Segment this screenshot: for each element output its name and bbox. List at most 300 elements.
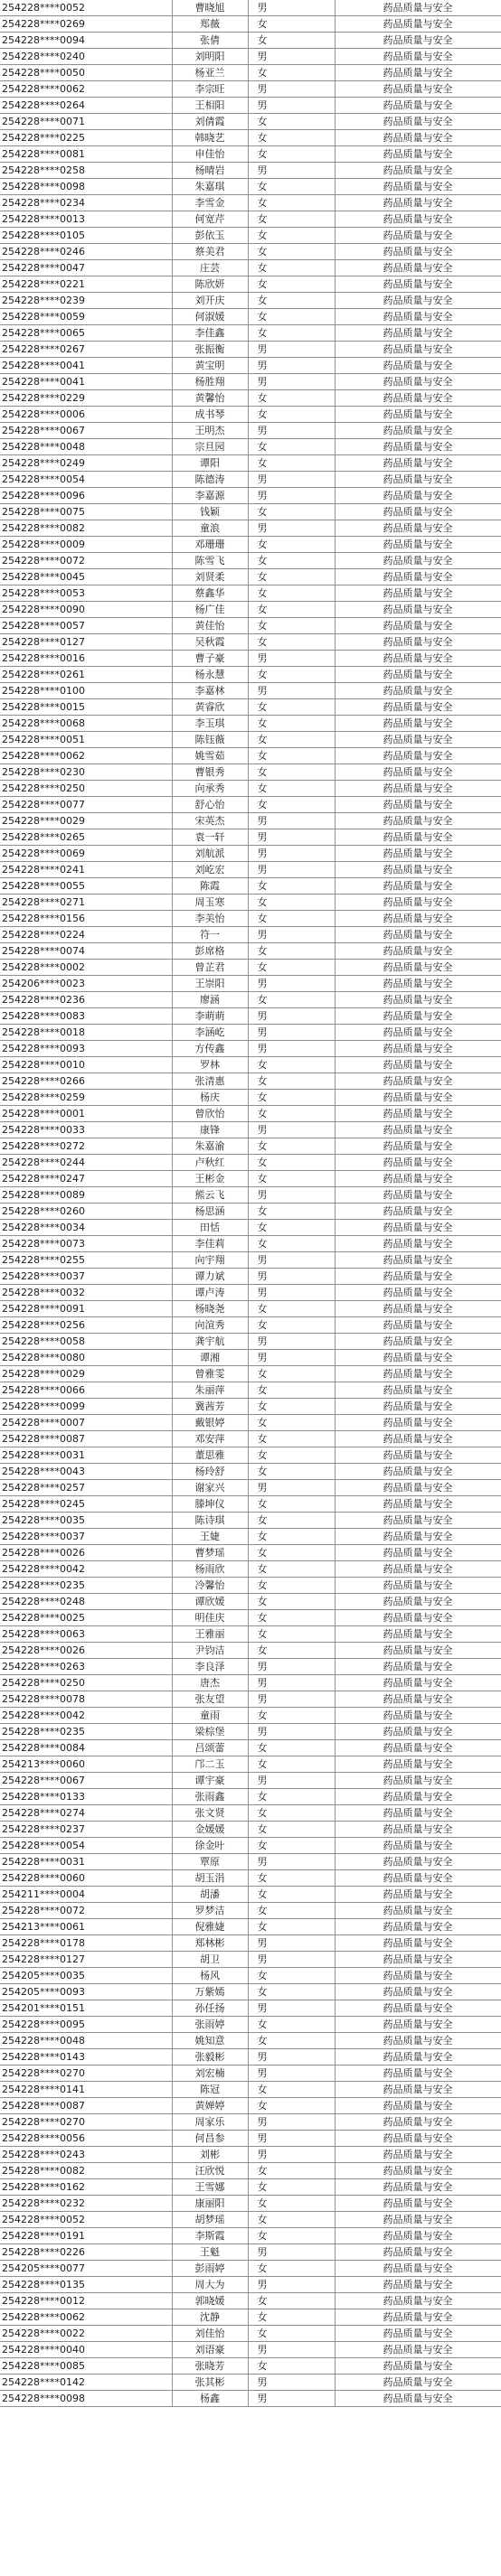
gender-cell[interactable]: 女 (248, 65, 335, 81)
name-cell[interactable]: 刘航派 (172, 846, 248, 862)
gender-cell[interactable]: 男 (248, 829, 335, 846)
gender-cell[interactable]: 女 (248, 960, 335, 976)
id-number-cell[interactable]: 254228****0072 (0, 1903, 172, 1919)
name-cell[interactable]: 蔡美君 (172, 244, 248, 260)
id-number-cell[interactable]: 254228****0072 (0, 553, 172, 569)
gender-cell[interactable]: 女 (248, 764, 335, 781)
position-cell[interactable]: 药品质量与安全 (335, 1236, 501, 1252)
id-number-cell[interactable]: 254228****0093 (0, 1041, 172, 1057)
gender-cell[interactable]: 女 (248, 504, 335, 520)
gender-cell[interactable]: 女 (248, 1903, 335, 1919)
name-cell[interactable]: 杨晴岩 (172, 163, 248, 179)
id-number-cell[interactable]: 254228****0133 (0, 1789, 172, 1805)
name-cell[interactable]: 孙任扬 (172, 2000, 248, 2017)
id-number-cell[interactable]: 254228****0010 (0, 1057, 172, 1073)
id-number-cell[interactable]: 254228****0232 (0, 2196, 172, 2212)
name-cell[interactable]: 刘倩霞 (172, 114, 248, 130)
id-number-cell[interactable]: 254228****0025 (0, 1610, 172, 1626)
name-cell[interactable]: 张清惠 (172, 1073, 248, 1090)
id-number-cell[interactable]: 254228****0080 (0, 1350, 172, 1366)
position-cell[interactable]: 药品质量与安全 (335, 2244, 501, 2261)
position-cell[interactable]: 药品质量与安全 (335, 1496, 501, 1513)
gender-cell[interactable]: 女 (248, 1073, 335, 1090)
position-cell[interactable]: 药品质量与安全 (335, 1691, 501, 1708)
position-cell[interactable]: 药品质量与安全 (335, 1301, 501, 1317)
id-number-cell[interactable]: 254228****0040 (0, 2342, 172, 2358)
gender-cell[interactable]: 女 (248, 1822, 335, 1838)
id-number-cell[interactable]: 254228****0013 (0, 211, 172, 228)
position-cell[interactable]: 药品质量与安全 (335, 1545, 501, 1561)
id-number-cell[interactable]: 254228****0063 (0, 1626, 172, 1643)
position-cell[interactable]: 药品质量与安全 (335, 1480, 501, 1496)
position-cell[interactable]: 药品质量与安全 (335, 553, 501, 569)
id-number-cell[interactable]: 254228****0263 (0, 1659, 172, 1675)
position-cell[interactable]: 药品质量与安全 (335, 1431, 501, 1447)
gender-cell[interactable]: 男 (248, 1854, 335, 1870)
position-cell[interactable]: 药品质量与安全 (335, 1789, 501, 1805)
name-cell[interactable]: 谭力斌 (172, 1269, 248, 1285)
id-number-cell[interactable]: 254228****0041 (0, 358, 172, 374)
name-cell[interactable]: 胡卫 (172, 1952, 248, 1968)
position-cell[interactable]: 药品质量与安全 (335, 618, 501, 634)
gender-cell[interactable]: 男 (248, 1269, 335, 1285)
gender-cell[interactable]: 女 (248, 211, 335, 228)
position-cell[interactable]: 药品质量与安全 (335, 2375, 501, 2391)
id-number-cell[interactable]: 254228****0041 (0, 374, 172, 390)
position-cell[interactable]: 药品质量与安全 (335, 1675, 501, 1691)
gender-cell[interactable]: 女 (248, 455, 335, 472)
name-cell[interactable]: 康锋 (172, 1122, 248, 1138)
id-number-cell[interactable]: 254228****0082 (0, 520, 172, 537)
name-cell[interactable]: 郭晓媛 (172, 2293, 248, 2309)
position-cell[interactable]: 药品质量与安全 (335, 2358, 501, 2375)
gender-cell[interactable]: 女 (248, 1594, 335, 1610)
position-cell[interactable]: 药品质量与安全 (335, 49, 501, 65)
name-cell[interactable]: 朱丽萍 (172, 1382, 248, 1399)
name-cell[interactable]: 姚知意 (172, 2033, 248, 2049)
id-number-cell[interactable]: 254228****0068 (0, 716, 172, 732)
gender-cell[interactable]: 女 (248, 2228, 335, 2244)
position-cell[interactable]: 药品质量与安全 (335, 911, 501, 927)
gender-cell[interactable]: 男 (248, 1187, 335, 1204)
gender-cell[interactable]: 女 (248, 732, 335, 748)
position-cell[interactable]: 药品质量与安全 (335, 195, 501, 211)
position-cell[interactable]: 药品质量与安全 (335, 1073, 501, 1090)
id-number-cell[interactable]: 254205****0093 (0, 1984, 172, 2000)
id-number-cell[interactable]: 254228****0015 (0, 699, 172, 716)
id-number-cell[interactable]: 254228****0081 (0, 146, 172, 163)
gender-cell[interactable]: 女 (248, 309, 335, 325)
id-number-cell[interactable]: 254228****0077 (0, 797, 172, 813)
position-cell[interactable]: 药品质量与安全 (335, 1561, 501, 1578)
name-cell[interactable]: 胡潘 (172, 1887, 248, 1903)
name-cell[interactable]: 陈德涛 (172, 472, 248, 488)
position-cell[interactable]: 药品质量与安全 (335, 0, 501, 16)
id-number-cell[interactable]: 254228****0057 (0, 618, 172, 634)
name-cell[interactable]: 韩晓艺 (172, 130, 248, 146)
name-cell[interactable]: 周家乐 (172, 2114, 248, 2131)
id-number-cell[interactable]: 254206****0023 (0, 976, 172, 992)
gender-cell[interactable]: 男 (248, 2244, 335, 2261)
position-cell[interactable]: 药品质量与安全 (335, 455, 501, 472)
id-number-cell[interactable]: 254228****0052 (0, 0, 172, 16)
name-cell[interactable]: 谢家兴 (172, 1480, 248, 1496)
position-cell[interactable]: 药品质量与安全 (335, 1643, 501, 1659)
position-cell[interactable]: 药品质量与安全 (335, 472, 501, 488)
name-cell[interactable]: 李佳莉 (172, 1236, 248, 1252)
gender-cell[interactable]: 女 (248, 244, 335, 260)
position-cell[interactable]: 药品质量与安全 (335, 1399, 501, 1415)
gender-cell[interactable]: 男 (248, 683, 335, 699)
position-cell[interactable]: 药品质量与安全 (335, 1773, 501, 1789)
name-cell[interactable]: 童雨 (172, 1708, 248, 1724)
name-cell[interactable]: 杨广佳 (172, 602, 248, 618)
name-cell[interactable]: 王彬金 (172, 1171, 248, 1187)
position-cell[interactable]: 药品质量与安全 (335, 1334, 501, 1350)
gender-cell[interactable]: 女 (248, 1756, 335, 1773)
gender-cell[interactable]: 女 (248, 1464, 335, 1480)
position-cell[interactable]: 药品质量与安全 (335, 2017, 501, 2033)
name-cell[interactable]: 廖涵 (172, 992, 248, 1008)
name-cell[interactable]: 龚宇航 (172, 1334, 248, 1350)
position-cell[interactable]: 药品质量与安全 (335, 2309, 501, 2326)
position-cell[interactable]: 药品质量与安全 (335, 81, 501, 98)
position-cell[interactable]: 药品质量与安全 (335, 1415, 501, 1431)
id-number-cell[interactable]: 254228****0067 (0, 423, 172, 439)
name-cell[interactable]: 戴银婷 (172, 1415, 248, 1431)
position-cell[interactable]: 药品质量与安全 (335, 1447, 501, 1464)
name-cell[interactable]: 黄佳怡 (172, 618, 248, 634)
name-cell[interactable]: 谭宇豪 (172, 1773, 248, 1789)
id-number-cell[interactable]: 254228****0098 (0, 179, 172, 195)
gender-cell[interactable]: 女 (248, 1431, 335, 1447)
gender-cell[interactable]: 女 (248, 293, 335, 309)
id-number-cell[interactable]: 254228****0006 (0, 407, 172, 423)
position-cell[interactable]: 药品质量与安全 (335, 1919, 501, 1935)
id-number-cell[interactable]: 254228****0162 (0, 2179, 172, 2196)
position-cell[interactable]: 药品质量与安全 (335, 846, 501, 862)
gender-cell[interactable]: 女 (248, 618, 335, 634)
position-cell[interactable]: 药品质量与安全 (335, 1578, 501, 1594)
id-number-cell[interactable]: 254228****0058 (0, 1334, 172, 1350)
gender-cell[interactable]: 女 (248, 1155, 335, 1171)
id-number-cell[interactable]: 254228****0135 (0, 2277, 172, 2293)
id-number-cell[interactable]: 254228****0226 (0, 2244, 172, 2261)
id-number-cell[interactable]: 254228****0087 (0, 2098, 172, 2114)
gender-cell[interactable]: 女 (248, 878, 335, 895)
id-number-cell[interactable]: 254228****0243 (0, 2147, 172, 2163)
gender-cell[interactable]: 女 (248, 2163, 335, 2179)
position-cell[interactable]: 药品质量与安全 (335, 260, 501, 276)
gender-cell[interactable]: 男 (248, 374, 335, 390)
position-cell[interactable]: 药品质量与安全 (335, 1204, 501, 1220)
id-number-cell[interactable]: 254228****0034 (0, 1220, 172, 1236)
name-cell[interactable]: 谭卢涛 (172, 1285, 248, 1301)
gender-cell[interactable]: 男 (248, 2000, 335, 2017)
name-cell[interactable]: 金媛媛 (172, 1822, 248, 1838)
id-number-cell[interactable]: 254228****0054 (0, 472, 172, 488)
position-cell[interactable]: 药品质量与安全 (335, 1220, 501, 1236)
gender-cell[interactable]: 男 (248, 81, 335, 98)
name-cell[interactable]: 谭欣媛 (172, 1594, 248, 1610)
position-cell[interactable]: 药品质量与安全 (335, 1935, 501, 1952)
position-cell[interactable]: 药品质量与安全 (335, 33, 501, 49)
gender-cell[interactable]: 男 (248, 472, 335, 488)
id-number-cell[interactable]: 254228****0098 (0, 2391, 172, 2407)
id-number-cell[interactable]: 254228****0051 (0, 732, 172, 748)
name-cell[interactable]: 朱嘉琪 (172, 179, 248, 195)
gender-cell[interactable]: 女 (248, 2212, 335, 2228)
id-number-cell[interactable]: 254228****0048 (0, 2033, 172, 2049)
id-number-cell[interactable]: 254228****0031 (0, 1447, 172, 1464)
gender-cell[interactable]: 女 (248, 1870, 335, 1887)
name-cell[interactable]: 张毅彬 (172, 2049, 248, 2065)
gender-cell[interactable]: 女 (248, 179, 335, 195)
name-cell[interactable]: 张雨婷 (172, 2017, 248, 2033)
id-number-cell[interactable]: 254228****0249 (0, 455, 172, 472)
name-cell[interactable]: 申佳怡 (172, 146, 248, 163)
position-cell[interactable]: 药品质量与安全 (335, 960, 501, 976)
id-number-cell[interactable]: 254228****0009 (0, 537, 172, 553)
id-number-cell[interactable]: 254228****0244 (0, 1155, 172, 1171)
name-cell[interactable]: 张其彬 (172, 2375, 248, 2391)
name-cell[interactable]: 刘佳怡 (172, 2326, 248, 2342)
gender-cell[interactable]: 女 (248, 325, 335, 342)
position-cell[interactable]: 药品质量与安全 (335, 488, 501, 504)
gender-cell[interactable]: 男 (248, 358, 335, 374)
gender-cell[interactable]: 女 (248, 407, 335, 423)
id-number-cell[interactable]: 254228****0062 (0, 748, 172, 764)
name-cell[interactable]: 何昌参 (172, 2131, 248, 2147)
gender-cell[interactable]: 女 (248, 1740, 335, 1756)
gender-cell[interactable]: 女 (248, 1626, 335, 1643)
name-cell[interactable]: 刘宏楠 (172, 2065, 248, 2082)
gender-cell[interactable]: 男 (248, 1252, 335, 1269)
position-cell[interactable]: 药品质量与安全 (335, 244, 501, 260)
position-cell[interactable]: 药品质量与安全 (335, 1382, 501, 1399)
gender-cell[interactable]: 女 (248, 667, 335, 683)
id-number-cell[interactable]: 254228****0002 (0, 960, 172, 976)
name-cell[interactable]: 周玉寒 (172, 895, 248, 911)
name-cell[interactable]: 张友望 (172, 1691, 248, 1708)
gender-cell[interactable]: 男 (248, 1659, 335, 1675)
name-cell[interactable]: 杨思涵 (172, 1204, 248, 1220)
position-cell[interactable]: 药品质量与安全 (335, 2082, 501, 2098)
gender-cell[interactable]: 男 (248, 2114, 335, 2131)
id-number-cell[interactable]: 254228****0156 (0, 911, 172, 927)
name-cell[interactable]: 彭席格 (172, 943, 248, 960)
gender-cell[interactable]: 女 (248, 195, 335, 211)
gender-cell[interactable]: 女 (248, 943, 335, 960)
id-number-cell[interactable]: 254228****0042 (0, 1561, 172, 1578)
gender-cell[interactable]: 女 (248, 1399, 335, 1415)
name-cell[interactable]: 彭雨婷 (172, 2261, 248, 2277)
id-number-cell[interactable]: 254228****0052 (0, 2212, 172, 2228)
position-cell[interactable]: 药品质量与安全 (335, 748, 501, 764)
name-cell[interactable]: 张晓芳 (172, 2358, 248, 2375)
gender-cell[interactable]: 女 (248, 1171, 335, 1187)
position-cell[interactable]: 药品质量与安全 (335, 732, 501, 748)
name-cell[interactable]: 蔡鑫华 (172, 585, 248, 602)
name-cell[interactable]: 周大为 (172, 2277, 248, 2293)
name-cell[interactable]: 王雪娜 (172, 2179, 248, 2196)
id-number-cell[interactable]: 254201****0151 (0, 2000, 172, 2017)
gender-cell[interactable]: 女 (248, 1138, 335, 1155)
position-cell[interactable]: 药品质量与安全 (335, 390, 501, 407)
position-cell[interactable]: 药品质量与安全 (335, 2065, 501, 2082)
name-cell[interactable]: 张振衡 (172, 342, 248, 358)
name-cell[interactable]: 田恬 (172, 1220, 248, 1236)
id-number-cell[interactable]: 254228****0065 (0, 325, 172, 342)
position-cell[interactable]: 药品质量与安全 (335, 2049, 501, 2065)
name-cell[interactable]: 向宇翔 (172, 1252, 248, 1269)
position-cell[interactable]: 药品质量与安全 (335, 1984, 501, 2000)
position-cell[interactable]: 药品质量与安全 (335, 1756, 501, 1773)
gender-cell[interactable]: 男 (248, 813, 335, 829)
id-number-cell[interactable]: 254228****0022 (0, 2326, 172, 2342)
gender-cell[interactable]: 女 (248, 748, 335, 764)
position-cell[interactable]: 药品质量与安全 (335, 342, 501, 358)
id-number-cell[interactable]: 254228****0062 (0, 2309, 172, 2326)
position-cell[interactable]: 药品质量与安全 (335, 1854, 501, 1870)
id-number-cell[interactable]: 254228****0042 (0, 1708, 172, 1724)
position-cell[interactable]: 药品质量与安全 (335, 276, 501, 293)
id-number-cell[interactable]: 254228****0037 (0, 1529, 172, 1545)
id-number-cell[interactable]: 254228****0012 (0, 2293, 172, 2309)
name-cell[interactable]: 李嘉林 (172, 683, 248, 699)
id-number-cell[interactable]: 254228****0033 (0, 1122, 172, 1138)
name-cell[interactable]: 曹子豪 (172, 651, 248, 667)
position-cell[interactable]: 药品质量与安全 (335, 1008, 501, 1025)
name-cell[interactable]: 杨亚兰 (172, 65, 248, 81)
id-number-cell[interactable]: 254228****0270 (0, 2114, 172, 2131)
gender-cell[interactable]: 女 (248, 1090, 335, 1106)
name-cell[interactable]: 刘屹宏 (172, 862, 248, 878)
name-cell[interactable]: 李良泽 (172, 1659, 248, 1675)
name-cell[interactable]: 吕颂蕾 (172, 1740, 248, 1756)
id-number-cell[interactable]: 254228****0029 (0, 1366, 172, 1382)
gender-cell[interactable]: 女 (248, 1447, 335, 1464)
id-number-cell[interactable]: 254213****0061 (0, 1919, 172, 1935)
name-cell[interactable]: 覃原 (172, 1854, 248, 1870)
name-cell[interactable]: 郑林彬 (172, 1935, 248, 1952)
name-cell[interactable]: 倪雅婕 (172, 1919, 248, 1935)
gender-cell[interactable]: 女 (248, 146, 335, 163)
name-cell[interactable]: 李佳鑫 (172, 325, 248, 342)
name-cell[interactable]: 万紫嫣 (172, 1984, 248, 2000)
id-number-cell[interactable]: 254228****0067 (0, 1773, 172, 1789)
position-cell[interactable]: 药品质量与安全 (335, 2293, 501, 2309)
gender-cell[interactable]: 女 (248, 1236, 335, 1252)
name-cell[interactable]: 罗梦洁 (172, 1903, 248, 1919)
id-number-cell[interactable]: 254228****0267 (0, 342, 172, 358)
id-number-cell[interactable]: 254228****0031 (0, 1854, 172, 1870)
position-cell[interactable]: 药品质量与安全 (335, 1805, 501, 1822)
position-cell[interactable]: 药品质量与安全 (335, 1594, 501, 1610)
position-cell[interactable]: 药品质量与安全 (335, 651, 501, 667)
name-cell[interactable]: 李美怡 (172, 911, 248, 927)
gender-cell[interactable]: 女 (248, 1887, 335, 1903)
gender-cell[interactable]: 女 (248, 1415, 335, 1431)
gender-cell[interactable]: 女 (248, 114, 335, 130)
name-cell[interactable]: 李雪金 (172, 195, 248, 211)
position-cell[interactable]: 药品质量与安全 (335, 1822, 501, 1838)
id-number-cell[interactable]: 254228****0078 (0, 1691, 172, 1708)
name-cell[interactable]: 李宗旺 (172, 81, 248, 98)
id-number-cell[interactable]: 254228****0075 (0, 504, 172, 520)
gender-cell[interactable]: 女 (248, 634, 335, 651)
gender-cell[interactable]: 男 (248, 2131, 335, 2147)
position-cell[interactable]: 药品质量与安全 (335, 2342, 501, 2358)
gender-cell[interactable]: 男 (248, 2342, 335, 2358)
gender-cell[interactable]: 男 (248, 651, 335, 667)
id-number-cell[interactable]: 254228****0141 (0, 2082, 172, 2098)
id-number-cell[interactable]: 254228****0270 (0, 2065, 172, 2082)
gender-cell[interactable]: 女 (248, 537, 335, 553)
gender-cell[interactable]: 女 (248, 1610, 335, 1626)
name-cell[interactable]: 杨风 (172, 1968, 248, 1984)
gender-cell[interactable]: 女 (248, 1968, 335, 1984)
name-cell[interactable]: 邝二玉 (172, 1756, 248, 1773)
id-number-cell[interactable]: 254228****0035 (0, 1513, 172, 1529)
id-number-cell[interactable]: 254228****0026 (0, 1643, 172, 1659)
name-cell[interactable]: 邓珊珊 (172, 537, 248, 553)
id-number-cell[interactable]: 254228****0178 (0, 1935, 172, 1952)
gender-cell[interactable]: 男 (248, 0, 335, 16)
gender-cell[interactable]: 男 (248, 1773, 335, 1789)
id-number-cell[interactable]: 254228****0224 (0, 927, 172, 943)
name-cell[interactable]: 张文贤 (172, 1805, 248, 1822)
position-cell[interactable]: 药品质量与安全 (335, 1090, 501, 1106)
gender-cell[interactable]: 男 (248, 2065, 335, 2082)
position-cell[interactable]: 药品质量与安全 (335, 2000, 501, 2017)
id-number-cell[interactable]: 254228****0229 (0, 390, 172, 407)
gender-cell[interactable]: 女 (248, 569, 335, 585)
name-cell[interactable]: 谭湘 (172, 1350, 248, 1366)
name-cell[interactable]: 黄宝明 (172, 358, 248, 374)
name-cell[interactable]: 杨胜翔 (172, 374, 248, 390)
position-cell[interactable]: 药品质量与安全 (335, 179, 501, 195)
name-cell[interactable]: 刘贤柔 (172, 569, 248, 585)
position-cell[interactable]: 药品质量与安全 (335, 407, 501, 423)
gender-cell[interactable]: 男 (248, 2277, 335, 2293)
name-cell[interactable]: 陈诗琪 (172, 1513, 248, 1529)
id-number-cell[interactable]: 254228****0142 (0, 2375, 172, 2391)
position-cell[interactable]: 药品质量与安全 (335, 813, 501, 829)
gender-cell[interactable]: 女 (248, 2033, 335, 2049)
name-cell[interactable]: 张倩 (172, 33, 248, 49)
position-cell[interactable]: 药品质量与安全 (335, 1464, 501, 1480)
position-cell[interactable]: 药品质量与安全 (335, 423, 501, 439)
id-number-cell[interactable]: 254228****0029 (0, 813, 172, 829)
id-number-cell[interactable]: 254228****0099 (0, 1399, 172, 1415)
gender-cell[interactable]: 女 (248, 260, 335, 276)
position-cell[interactable]: 药品质量与安全 (335, 520, 501, 537)
position-cell[interactable]: 药品质量与安全 (335, 1968, 501, 1984)
name-cell[interactable]: 刘开庆 (172, 293, 248, 309)
id-number-cell[interactable]: 254228****0069 (0, 846, 172, 862)
name-cell[interactable]: 张雨鑫 (172, 1789, 248, 1805)
position-cell[interactable]: 药品质量与安全 (335, 1122, 501, 1138)
gender-cell[interactable]: 男 (248, 2049, 335, 2065)
name-cell[interactable]: 尹钧洁 (172, 1643, 248, 1659)
gender-cell[interactable]: 女 (248, 553, 335, 569)
id-number-cell[interactable]: 254228****0260 (0, 1204, 172, 1220)
name-cell[interactable]: 郑薇 (172, 16, 248, 33)
position-cell[interactable]: 药品质量与安全 (335, 439, 501, 455)
name-cell[interactable]: 李涵屹 (172, 1025, 248, 1041)
position-cell[interactable]: 药品质量与安全 (335, 130, 501, 146)
